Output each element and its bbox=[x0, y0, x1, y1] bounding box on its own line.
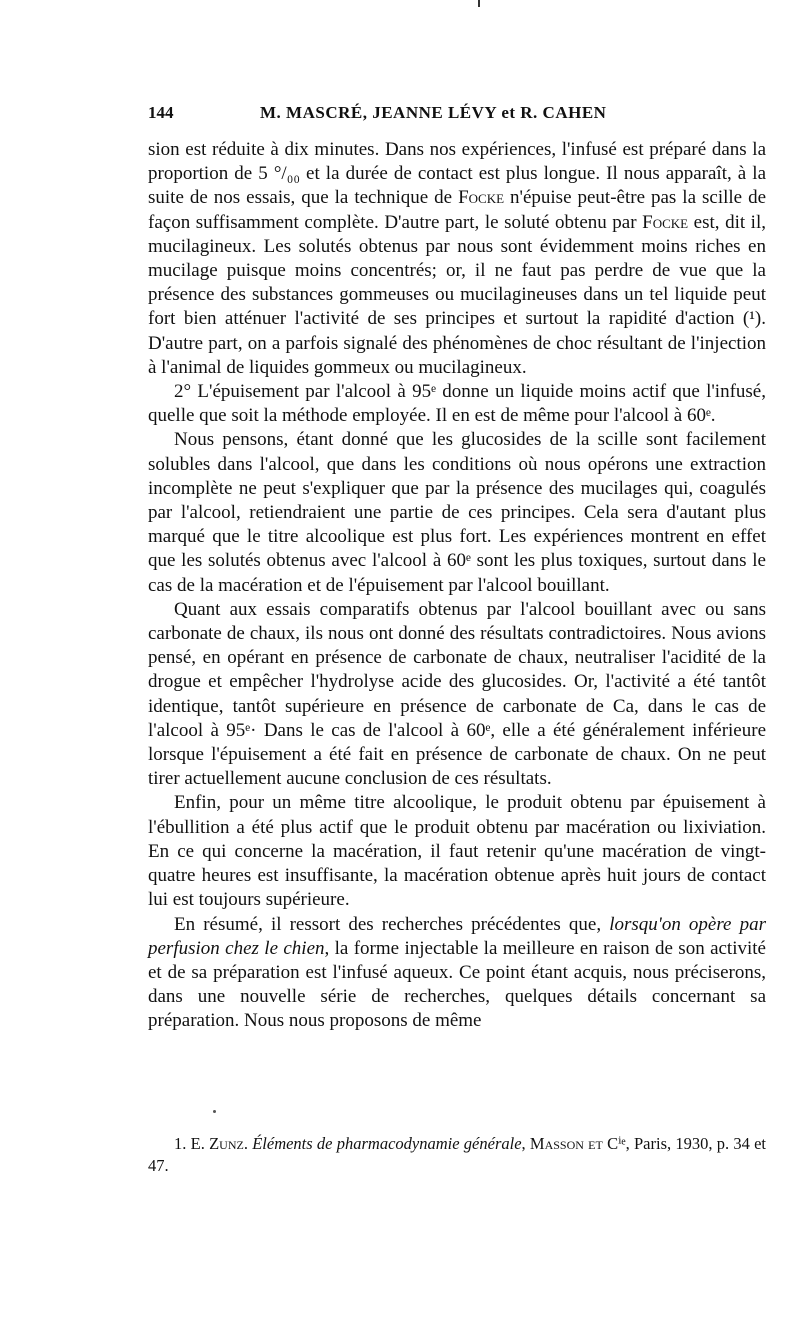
paragraph-6-part-a: En résumé, il ressort des recherches précédentes que, bbox=[174, 913, 610, 935]
body-text bbox=[148, 138, 766, 1034]
paragraph-3: Nous pensons, étant donné que les glucosides de la scille sont facilement solubles dans l'alcool, que dans les conditions où nous opérons une extraction incomplète ne peut s'expliquer que par la présence des mucilages qui, coagulés par l'alcool, retiendraient une partie de ces principes. Cela sera d'autant plus marqué que le titre alcoolique est plus fort. Les expériences montrent en effet que les solutés obtenus avec l'alcool à 60ᵉ sont les plus toxiques, surtout dans le cas de la macération et de l'épuisement par l'alcool bouillant. bbox=[148, 429, 766, 596]
page-number: 144 bbox=[148, 103, 174, 122]
paragraph-1-part-b: n'épuise peut-être pas la scille de façon suffisamment complète. D'autre part, le soluté obtenu par bbox=[148, 187, 766, 233]
paragraph-2: 2° L'épuisement par l'alcool à 95ᵉ donne un liquide moins actif que l'infusé, quelle que soit la méthode employée. Il en est de même pour l'alcool à 60ᵉ. bbox=[148, 381, 766, 427]
footnote-number: 1. bbox=[174, 1134, 187, 1153]
running-header bbox=[148, 103, 764, 129]
paragraph-6 bbox=[148, 913, 766, 1034]
paragraph-1-part-a: sion est réduite à dix minutes. Dans nos expériences, l'infusé est préparé dans la proportion de 5 °/₀₀ et la durée de contact est plus longue. Il nous apparaît, à la suite de nos essais, que la technique de bbox=[148, 139, 766, 209]
paragraph-1 bbox=[148, 138, 766, 380]
footnote-title: Éléments de pharmacodynamie générale bbox=[252, 1134, 522, 1153]
stray-dot bbox=[213, 1110, 216, 1113]
author-name-focke: Focke bbox=[458, 187, 505, 209]
print-mark bbox=[478, 0, 480, 7]
footnote bbox=[148, 1133, 766, 1177]
paragraph-1-part-c: est, dit il, mucilagineux. Les solutés obtenus par nous sont évidemment moins riches en mucilage puisque moins concentrés; or, il ne faut pas perdre de vue que la présence des substances gommeuses ou mucilagineuses dans un tel liquide peut fort bien atténuer l'activité de ses principes et surtout la rapidité d'action (¹). D'autre part, on a parfois signalé des phénomènes de choc résultant de l'injection à l'animal de liquides gommeux ou mucilagineux. bbox=[148, 211, 766, 378]
paragraph-5: Enfin, pour un même titre alcoolique, le produit obtenu par épuisement à l'ébullition a été plus actif que le produit obtenu par macération ou lixiviation. En ce qui concerne la macération, il faut retenir qu'une macération de vingt-quatre heures est insuffisante, la macération obtenue après huit jours de contact lui est toujours supérieure. bbox=[148, 792, 766, 911]
paragraph-6-emphasis: lorsqu'on opère par perfusion chez le chien bbox=[148, 913, 766, 959]
footnote-publisher: Masson et Cⁱᵉ bbox=[529, 1134, 626, 1153]
footnote-1: 1. E. Zunz. Éléments de pharmacodynamie générale, Masson et Cⁱᵉ, Paris, 1930, p. 34 et 47. bbox=[148, 1134, 767, 1175]
running-head-authors: M. MASCRÉ, JEANNE LÉVY et R. CAHEN bbox=[260, 103, 607, 122]
footnote-rest: , Paris, 1930, p. 34 et 47. bbox=[148, 1134, 767, 1175]
footnote-author: E. Zunz. bbox=[190, 1134, 248, 1153]
author-name-focke-2: Focke bbox=[642, 211, 689, 233]
paragraph-4: Quant aux essais comparatifs obtenus par l'alcool bouillant avec ou sans carbonate de chaux, ils nous ont donné des résultats contradictoires. Nous avions pensé, en opérant en présence de carbonate de chaux, neutraliser l'acidité de la drogue et empêcher l'hydrolyse acide des glucosides. Or, l'activité a été tantôt identique, tantôt supérieure en présence de carbonate de Ca, dans le cas de l'alcool à 95ᵉ· Dans le cas de l'alcool à 60ᵉ, elle a été généralement inférieure lorsque l'épuisement a été fait en présence de carbonate de chaux. On ne peut tirer actuellement aucune conclusion de ces résultats. bbox=[148, 598, 766, 790]
paragraph-6-part-b: , la forme injectable la meilleure en raison de son activité et de sa préparation est l'infusé aqueux. Ce point étant acquis, nous préciserons, dans une nouvelle série de recherches, quelques détails concernant sa préparation. Nous nous proposons de même bbox=[148, 937, 766, 1032]
